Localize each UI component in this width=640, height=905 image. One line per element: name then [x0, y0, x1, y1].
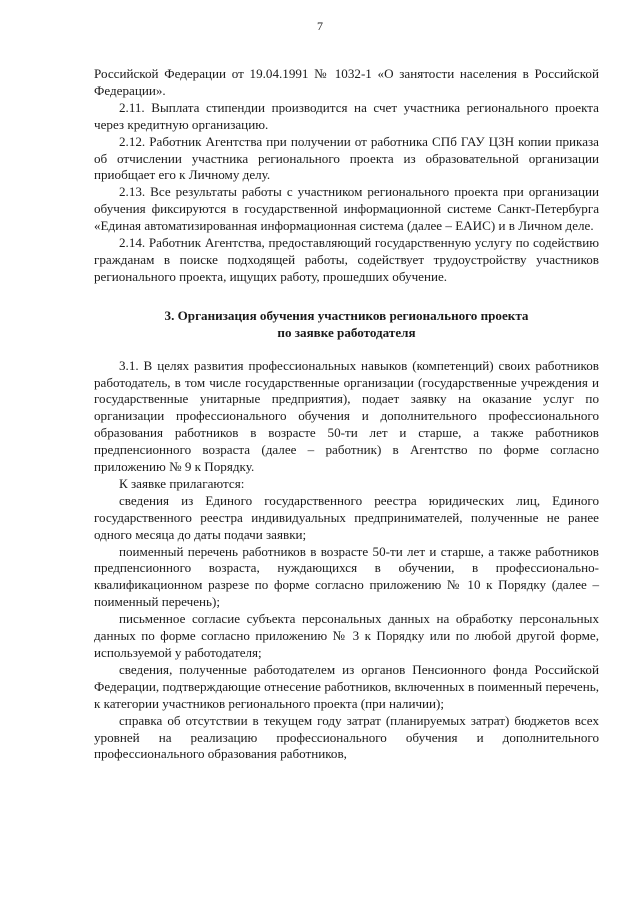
attachment-item: поименный перечень работников в возрасте 50-ти лет и старше, а также работников предпенсионного возраста, нуждающихся в обучении, в профессионально-квалификационном разрезе по форме согласно приложению № 10 к Порядку (далее – поименный перечень);	[94, 543, 599, 610]
document-body	[94, 66, 599, 763]
paragraph: Российской Федерации от 19.04.1991 № 1032-1 «О занятости населения в Российской Федерации».	[94, 66, 599, 98]
paragraph-2-12: 2.12. Работник Агентства при получении от работника СПб ГАУ ЦЗН копии приказа об отчислении участника регионального проекта из образовательной организации приобщает его к Личному делу.	[94, 133, 599, 183]
attachment-item: сведения из Единого государственного реестра юридических лиц, Единого государственного реестра индивидуальных предпринимателей, полученные не ранее одного месяца до даты подачи заявки;	[94, 492, 599, 542]
attachment-item: справка об отсутствии в текущем году затрат (планируемых затрат) бюджетов всех уровней на реализацию профессионального обучения и дополнительного профессионального образования работников,	[94, 712, 599, 762]
paragraph-2-14: 2.14. Работник Агентства, предоставляющий государственную услугу по содействию гражданам в поиске подходящей работы, содействует трудоустройству участников регионального проекта, ищущих работу, прошедших обучение.	[94, 235, 599, 284]
paragraph-2-11: 2.11. Выплата стипендии производится на счет участника регионального проекта через кредитную организацию.	[94, 99, 599, 132]
paragraph-2-13: 2.13. Все результаты работы с участником регионального проекта при организации обучения фиксируются в государственной информационной системе Санкт-Петербурга «Единая автоматизированная информационная система (далее – ЕАИС) и в Личном деле.	[94, 184, 599, 234]
paragraph-attachments-intro: К заявке прилагаются:	[119, 475, 245, 491]
paragraph-3-1: 3.1. В целях развития профессиональных навыков (компетенций) своих работников работодатель, в том числе государственные организации (государственные учреждения и государственные унитарные предприятия), подает заявку на оказание услуг по организации профессионального обучения и дополнительного профессионального образования работников в возрасте 50-ти лет и старше, а также работников предпенсионного возраста (далее – работник) в Агентство по форме согласно приложению № 9 к Порядку.	[94, 357, 599, 475]
section-heading	[94, 308, 599, 342]
section-heading-line: по заявке работодателя	[277, 324, 416, 340]
page-number: 7	[317, 19, 323, 33]
attachment-item: письменное согласие субъекта персональных данных на обработку персональных данных по форме согласно приложению № 3 к Порядку или по любой другой форме, используемой у работодателя;	[94, 611, 599, 660]
attachment-item: сведения, полученные работодателем из органов Пенсионного фонда Российской Федерации, подтверждающие отнесение работников, включенных в поименный перечень, к категории участников регионального проекта (при наличии);	[94, 661, 599, 711]
section-heading-line: 3. Организация обучения участников регионального проекта	[164, 307, 529, 323]
